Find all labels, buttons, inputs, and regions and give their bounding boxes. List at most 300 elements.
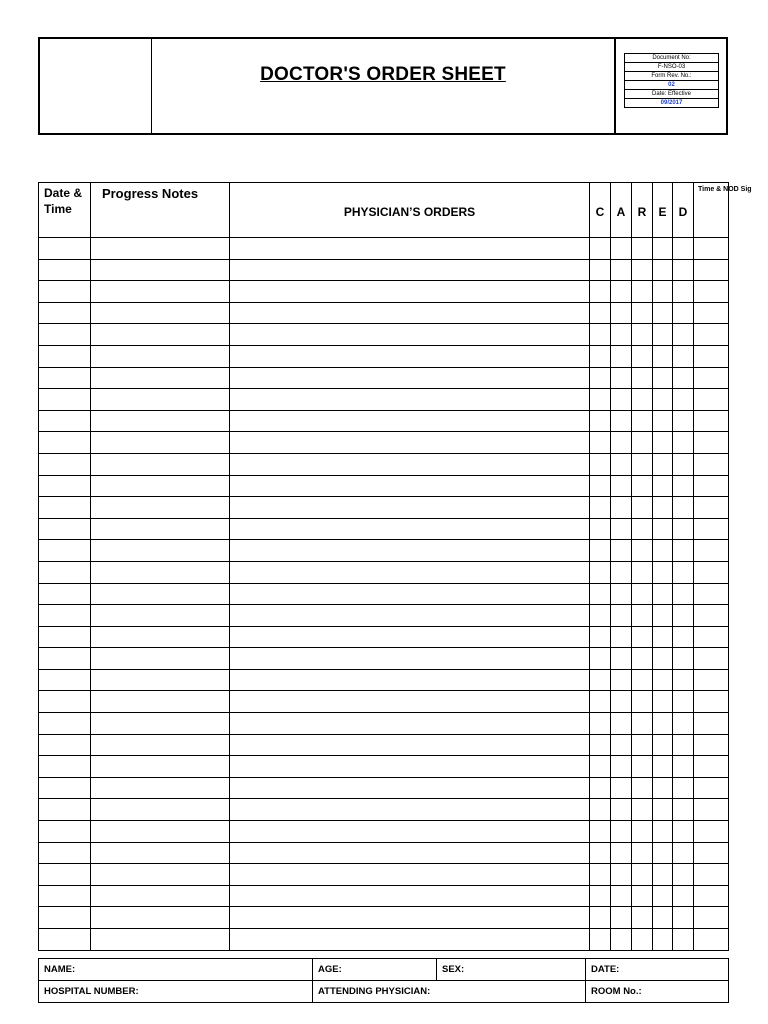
r-cell[interactable] [632, 713, 653, 735]
progress-notes-cell[interactable] [91, 432, 230, 454]
progress-notes-cell[interactable] [91, 626, 230, 648]
d-cell[interactable] [673, 583, 694, 605]
c-cell[interactable] [590, 907, 611, 929]
d-cell[interactable] [673, 540, 694, 562]
time-nod-sig-cell[interactable] [694, 518, 729, 540]
e-cell[interactable] [653, 345, 673, 367]
time-nod-sig-cell[interactable] [694, 821, 729, 843]
date-time-cell[interactable] [39, 497, 91, 519]
e-cell[interactable] [653, 864, 673, 886]
r-cell[interactable] [632, 324, 653, 346]
c-cell[interactable] [590, 605, 611, 627]
r-cell[interactable] [632, 842, 653, 864]
physicians-orders-cell[interactable] [230, 713, 590, 735]
e-cell[interactable] [653, 475, 673, 497]
time-nod-sig-cell[interactable] [694, 605, 729, 627]
progress-notes-cell[interactable] [91, 885, 230, 907]
date-time-cell[interactable] [39, 367, 91, 389]
time-nod-sig-cell[interactable] [694, 842, 729, 864]
time-nod-sig-cell[interactable] [694, 864, 729, 886]
a-cell[interactable] [611, 691, 632, 713]
e-cell[interactable] [653, 281, 673, 303]
c-cell[interactable] [590, 540, 611, 562]
physicians-orders-cell[interactable] [230, 518, 590, 540]
c-cell[interactable] [590, 410, 611, 432]
date-time-cell[interactable] [39, 324, 91, 346]
c-cell[interactable] [590, 864, 611, 886]
e-cell[interactable] [653, 907, 673, 929]
d-cell[interactable] [673, 648, 694, 670]
d-cell[interactable] [673, 669, 694, 691]
a-cell[interactable] [611, 842, 632, 864]
d-cell[interactable] [673, 389, 694, 411]
a-cell[interactable] [611, 540, 632, 562]
progress-notes-cell[interactable] [91, 605, 230, 627]
physicians-orders-cell[interactable] [230, 756, 590, 778]
a-cell[interactable] [611, 453, 632, 475]
physicians-orders-cell[interactable] [230, 561, 590, 583]
physicians-orders-cell[interactable] [230, 885, 590, 907]
a-cell[interactable] [611, 734, 632, 756]
r-cell[interactable] [632, 605, 653, 627]
physicians-orders-cell[interactable] [230, 626, 590, 648]
hospital-number-field[interactable]: HOSPITAL NUMBER: [39, 981, 313, 1003]
time-nod-sig-cell[interactable] [694, 885, 729, 907]
a-cell[interactable] [611, 713, 632, 735]
c-cell[interactable] [590, 691, 611, 713]
age-field[interactable]: AGE: [313, 959, 437, 981]
physicians-orders-cell[interactable] [230, 842, 590, 864]
date-time-cell[interactable] [39, 821, 91, 843]
physicians-orders-cell[interactable] [230, 324, 590, 346]
d-cell[interactable] [673, 907, 694, 929]
a-cell[interactable] [611, 497, 632, 519]
time-nod-sig-cell[interactable] [694, 713, 729, 735]
e-cell[interactable] [653, 302, 673, 324]
physicians-orders-cell[interactable] [230, 367, 590, 389]
r-cell[interactable] [632, 345, 653, 367]
a-cell[interactable] [611, 626, 632, 648]
date-time-cell[interactable] [39, 605, 91, 627]
c-cell[interactable] [590, 345, 611, 367]
date-field[interactable]: DATE: [586, 959, 729, 981]
physicians-orders-cell[interactable] [230, 540, 590, 562]
time-nod-sig-cell[interactable] [694, 648, 729, 670]
date-time-cell[interactable] [39, 475, 91, 497]
r-cell[interactable] [632, 238, 653, 260]
date-time-cell[interactable] [39, 756, 91, 778]
physicians-orders-cell[interactable] [230, 475, 590, 497]
r-cell[interactable] [632, 367, 653, 389]
r-cell[interactable] [632, 929, 653, 951]
e-cell[interactable] [653, 885, 673, 907]
r-cell[interactable] [632, 453, 653, 475]
progress-notes-cell[interactable] [91, 281, 230, 303]
a-cell[interactable] [611, 389, 632, 411]
d-cell[interactable] [673, 713, 694, 735]
e-cell[interactable] [653, 367, 673, 389]
time-nod-sig-cell[interactable] [694, 756, 729, 778]
c-cell[interactable] [590, 561, 611, 583]
e-cell[interactable] [653, 238, 673, 260]
e-cell[interactable] [653, 324, 673, 346]
r-cell[interactable] [632, 432, 653, 454]
d-cell[interactable] [673, 777, 694, 799]
progress-notes-cell[interactable] [91, 324, 230, 346]
e-cell[interactable] [653, 734, 673, 756]
e-cell[interactable] [653, 259, 673, 281]
progress-notes-cell[interactable] [91, 518, 230, 540]
progress-notes-cell[interactable] [91, 259, 230, 281]
d-cell[interactable] [673, 626, 694, 648]
e-cell[interactable] [653, 669, 673, 691]
date-time-cell[interactable] [39, 713, 91, 735]
d-cell[interactable] [673, 799, 694, 821]
progress-notes-cell[interactable] [91, 497, 230, 519]
progress-notes-cell[interactable] [91, 842, 230, 864]
d-cell[interactable] [673, 259, 694, 281]
e-cell[interactable] [653, 432, 673, 454]
date-time-cell[interactable] [39, 238, 91, 260]
sex-field[interactable]: SEX: [437, 959, 586, 981]
name-field[interactable]: NAME: [39, 959, 313, 981]
c-cell[interactable] [590, 929, 611, 951]
e-cell[interactable] [653, 842, 673, 864]
date-time-cell[interactable] [39, 799, 91, 821]
time-nod-sig-cell[interactable] [694, 669, 729, 691]
time-nod-sig-cell[interactable] [694, 626, 729, 648]
r-cell[interactable] [632, 756, 653, 778]
a-cell[interactable] [611, 777, 632, 799]
a-cell[interactable] [611, 302, 632, 324]
time-nod-sig-cell[interactable] [694, 583, 729, 605]
c-cell[interactable] [590, 453, 611, 475]
e-cell[interactable] [653, 497, 673, 519]
e-cell[interactable] [653, 605, 673, 627]
c-cell[interactable] [590, 497, 611, 519]
progress-notes-cell[interactable] [91, 691, 230, 713]
e-cell[interactable] [653, 561, 673, 583]
c-cell[interactable] [590, 648, 611, 670]
c-cell[interactable] [590, 734, 611, 756]
date-time-cell[interactable] [39, 540, 91, 562]
d-cell[interactable] [673, 864, 694, 886]
a-cell[interactable] [611, 583, 632, 605]
progress-notes-cell[interactable] [91, 864, 230, 886]
physicians-orders-cell[interactable] [230, 605, 590, 627]
progress-notes-cell[interactable] [91, 475, 230, 497]
c-cell[interactable] [590, 713, 611, 735]
r-cell[interactable] [632, 691, 653, 713]
r-cell[interactable] [632, 497, 653, 519]
r-cell[interactable] [632, 799, 653, 821]
time-nod-sig-cell[interactable] [694, 281, 729, 303]
c-cell[interactable] [590, 324, 611, 346]
date-time-cell[interactable] [39, 259, 91, 281]
a-cell[interactable] [611, 518, 632, 540]
physicians-orders-cell[interactable] [230, 302, 590, 324]
time-nod-sig-cell[interactable] [694, 453, 729, 475]
e-cell[interactable] [653, 410, 673, 432]
d-cell[interactable] [673, 410, 694, 432]
physicians-orders-cell[interactable] [230, 907, 590, 929]
a-cell[interactable] [611, 756, 632, 778]
a-cell[interactable] [611, 238, 632, 260]
r-cell[interactable] [632, 259, 653, 281]
progress-notes-cell[interactable] [91, 713, 230, 735]
a-cell[interactable] [611, 281, 632, 303]
time-nod-sig-cell[interactable] [694, 475, 729, 497]
physicians-orders-cell[interactable] [230, 864, 590, 886]
physicians-orders-cell[interactable] [230, 669, 590, 691]
progress-notes-cell[interactable] [91, 756, 230, 778]
a-cell[interactable] [611, 475, 632, 497]
physicians-orders-cell[interactable] [230, 648, 590, 670]
time-nod-sig-cell[interactable] [694, 540, 729, 562]
physicians-orders-cell[interactable] [230, 777, 590, 799]
a-cell[interactable] [611, 907, 632, 929]
time-nod-sig-cell[interactable] [694, 410, 729, 432]
d-cell[interactable] [673, 756, 694, 778]
e-cell[interactable] [653, 518, 673, 540]
r-cell[interactable] [632, 821, 653, 843]
a-cell[interactable] [611, 864, 632, 886]
a-cell[interactable] [611, 432, 632, 454]
d-cell[interactable] [673, 432, 694, 454]
r-cell[interactable] [632, 734, 653, 756]
progress-notes-cell[interactable] [91, 669, 230, 691]
date-time-cell[interactable] [39, 777, 91, 799]
date-time-cell[interactable] [39, 669, 91, 691]
time-nod-sig-cell[interactable] [694, 389, 729, 411]
progress-notes-cell[interactable] [91, 907, 230, 929]
date-time-cell[interactable] [39, 648, 91, 670]
room-no-field[interactable]: ROOM No.: [586, 981, 729, 1003]
date-time-cell[interactable] [39, 345, 91, 367]
date-time-cell[interactable] [39, 929, 91, 951]
c-cell[interactable] [590, 885, 611, 907]
a-cell[interactable] [611, 648, 632, 670]
physicians-orders-cell[interactable] [230, 389, 590, 411]
progress-notes-cell[interactable] [91, 410, 230, 432]
date-time-cell[interactable] [39, 842, 91, 864]
progress-notes-cell[interactable] [91, 238, 230, 260]
d-cell[interactable] [673, 561, 694, 583]
e-cell[interactable] [653, 929, 673, 951]
d-cell[interactable] [673, 929, 694, 951]
r-cell[interactable] [632, 475, 653, 497]
c-cell[interactable] [590, 842, 611, 864]
a-cell[interactable] [611, 345, 632, 367]
date-time-cell[interactable] [39, 281, 91, 303]
r-cell[interactable] [632, 626, 653, 648]
date-time-cell[interactable] [39, 518, 91, 540]
c-cell[interactable] [590, 777, 611, 799]
physicians-orders-cell[interactable] [230, 432, 590, 454]
date-time-cell[interactable] [39, 432, 91, 454]
physicians-orders-cell[interactable] [230, 734, 590, 756]
progress-notes-cell[interactable] [91, 799, 230, 821]
progress-notes-cell[interactable] [91, 648, 230, 670]
d-cell[interactable] [673, 842, 694, 864]
progress-notes-cell[interactable] [91, 821, 230, 843]
r-cell[interactable] [632, 540, 653, 562]
date-time-cell[interactable] [39, 907, 91, 929]
d-cell[interactable] [673, 734, 694, 756]
e-cell[interactable] [653, 777, 673, 799]
d-cell[interactable] [673, 821, 694, 843]
date-time-cell[interactable] [39, 734, 91, 756]
physicians-orders-cell[interactable] [230, 281, 590, 303]
e-cell[interactable] [653, 626, 673, 648]
date-time-cell[interactable] [39, 302, 91, 324]
date-time-cell[interactable] [39, 410, 91, 432]
a-cell[interactable] [611, 605, 632, 627]
e-cell[interactable] [653, 691, 673, 713]
progress-notes-cell[interactable] [91, 777, 230, 799]
time-nod-sig-cell[interactable] [694, 259, 729, 281]
c-cell[interactable] [590, 475, 611, 497]
r-cell[interactable] [632, 583, 653, 605]
r-cell[interactable] [632, 389, 653, 411]
a-cell[interactable] [611, 885, 632, 907]
d-cell[interactable] [673, 691, 694, 713]
time-nod-sig-cell[interactable] [694, 324, 729, 346]
progress-notes-cell[interactable] [91, 561, 230, 583]
r-cell[interactable] [632, 302, 653, 324]
progress-notes-cell[interactable] [91, 389, 230, 411]
time-nod-sig-cell[interactable] [694, 734, 729, 756]
d-cell[interactable] [673, 281, 694, 303]
progress-notes-cell[interactable] [91, 345, 230, 367]
physicians-orders-cell[interactable] [230, 929, 590, 951]
time-nod-sig-cell[interactable] [694, 302, 729, 324]
c-cell[interactable] [590, 367, 611, 389]
progress-notes-cell[interactable] [91, 367, 230, 389]
r-cell[interactable] [632, 410, 653, 432]
physicians-orders-cell[interactable] [230, 453, 590, 475]
progress-notes-cell[interactable] [91, 302, 230, 324]
r-cell[interactable] [632, 648, 653, 670]
physicians-orders-cell[interactable] [230, 410, 590, 432]
time-nod-sig-cell[interactable] [694, 777, 729, 799]
e-cell[interactable] [653, 389, 673, 411]
e-cell[interactable] [653, 821, 673, 843]
time-nod-sig-cell[interactable] [694, 561, 729, 583]
c-cell[interactable] [590, 389, 611, 411]
e-cell[interactable] [653, 799, 673, 821]
date-time-cell[interactable] [39, 885, 91, 907]
c-cell[interactable] [590, 799, 611, 821]
c-cell[interactable] [590, 518, 611, 540]
c-cell[interactable] [590, 302, 611, 324]
d-cell[interactable] [673, 475, 694, 497]
a-cell[interactable] [611, 929, 632, 951]
d-cell[interactable] [673, 453, 694, 475]
time-nod-sig-cell[interactable] [694, 432, 729, 454]
physicians-orders-cell[interactable] [230, 238, 590, 260]
e-cell[interactable] [653, 453, 673, 475]
e-cell[interactable] [653, 540, 673, 562]
c-cell[interactable] [590, 756, 611, 778]
progress-notes-cell[interactable] [91, 929, 230, 951]
date-time-cell[interactable] [39, 389, 91, 411]
date-time-cell[interactable] [39, 453, 91, 475]
a-cell[interactable] [611, 367, 632, 389]
time-nod-sig-cell[interactable] [694, 238, 729, 260]
d-cell[interactable] [673, 497, 694, 519]
c-cell[interactable] [590, 281, 611, 303]
physicians-orders-cell[interactable] [230, 691, 590, 713]
physicians-orders-cell[interactable] [230, 259, 590, 281]
time-nod-sig-cell[interactable] [694, 799, 729, 821]
c-cell[interactable] [590, 669, 611, 691]
time-nod-sig-cell[interactable] [694, 691, 729, 713]
d-cell[interactable] [673, 885, 694, 907]
date-time-cell[interactable] [39, 691, 91, 713]
c-cell[interactable] [590, 626, 611, 648]
physicians-orders-cell[interactable] [230, 497, 590, 519]
a-cell[interactable] [611, 324, 632, 346]
date-time-cell[interactable] [39, 561, 91, 583]
c-cell[interactable] [590, 583, 611, 605]
time-nod-sig-cell[interactable] [694, 929, 729, 951]
progress-notes-cell[interactable] [91, 583, 230, 605]
r-cell[interactable] [632, 907, 653, 929]
d-cell[interactable] [673, 518, 694, 540]
r-cell[interactable] [632, 777, 653, 799]
progress-notes-cell[interactable] [91, 734, 230, 756]
a-cell[interactable] [611, 259, 632, 281]
r-cell[interactable] [632, 281, 653, 303]
time-nod-sig-cell[interactable] [694, 497, 729, 519]
c-cell[interactable] [590, 432, 611, 454]
progress-notes-cell[interactable] [91, 453, 230, 475]
a-cell[interactable] [611, 669, 632, 691]
d-cell[interactable] [673, 605, 694, 627]
d-cell[interactable] [673, 238, 694, 260]
a-cell[interactable] [611, 410, 632, 432]
date-time-cell[interactable] [39, 583, 91, 605]
r-cell[interactable] [632, 561, 653, 583]
c-cell[interactable] [590, 238, 611, 260]
e-cell[interactable] [653, 713, 673, 735]
physicians-orders-cell[interactable] [230, 799, 590, 821]
time-nod-sig-cell[interactable] [694, 907, 729, 929]
e-cell[interactable] [653, 648, 673, 670]
e-cell[interactable] [653, 583, 673, 605]
d-cell[interactable] [673, 302, 694, 324]
a-cell[interactable] [611, 561, 632, 583]
r-cell[interactable] [632, 885, 653, 907]
physicians-orders-cell[interactable] [230, 345, 590, 367]
c-cell[interactable] [590, 259, 611, 281]
attending-physician-field[interactable]: ATTENDING PHYSICIAN: [313, 981, 586, 1003]
e-cell[interactable] [653, 756, 673, 778]
d-cell[interactable] [673, 324, 694, 346]
r-cell[interactable] [632, 669, 653, 691]
progress-notes-cell[interactable] [91, 540, 230, 562]
a-cell[interactable] [611, 821, 632, 843]
physicians-orders-cell[interactable] [230, 821, 590, 843]
d-cell[interactable] [673, 367, 694, 389]
time-nod-sig-cell[interactable] [694, 367, 729, 389]
a-cell[interactable] [611, 799, 632, 821]
time-nod-sig-cell[interactable] [694, 345, 729, 367]
physicians-orders-cell[interactable] [230, 583, 590, 605]
r-cell[interactable] [632, 518, 653, 540]
c-cell[interactable] [590, 821, 611, 843]
